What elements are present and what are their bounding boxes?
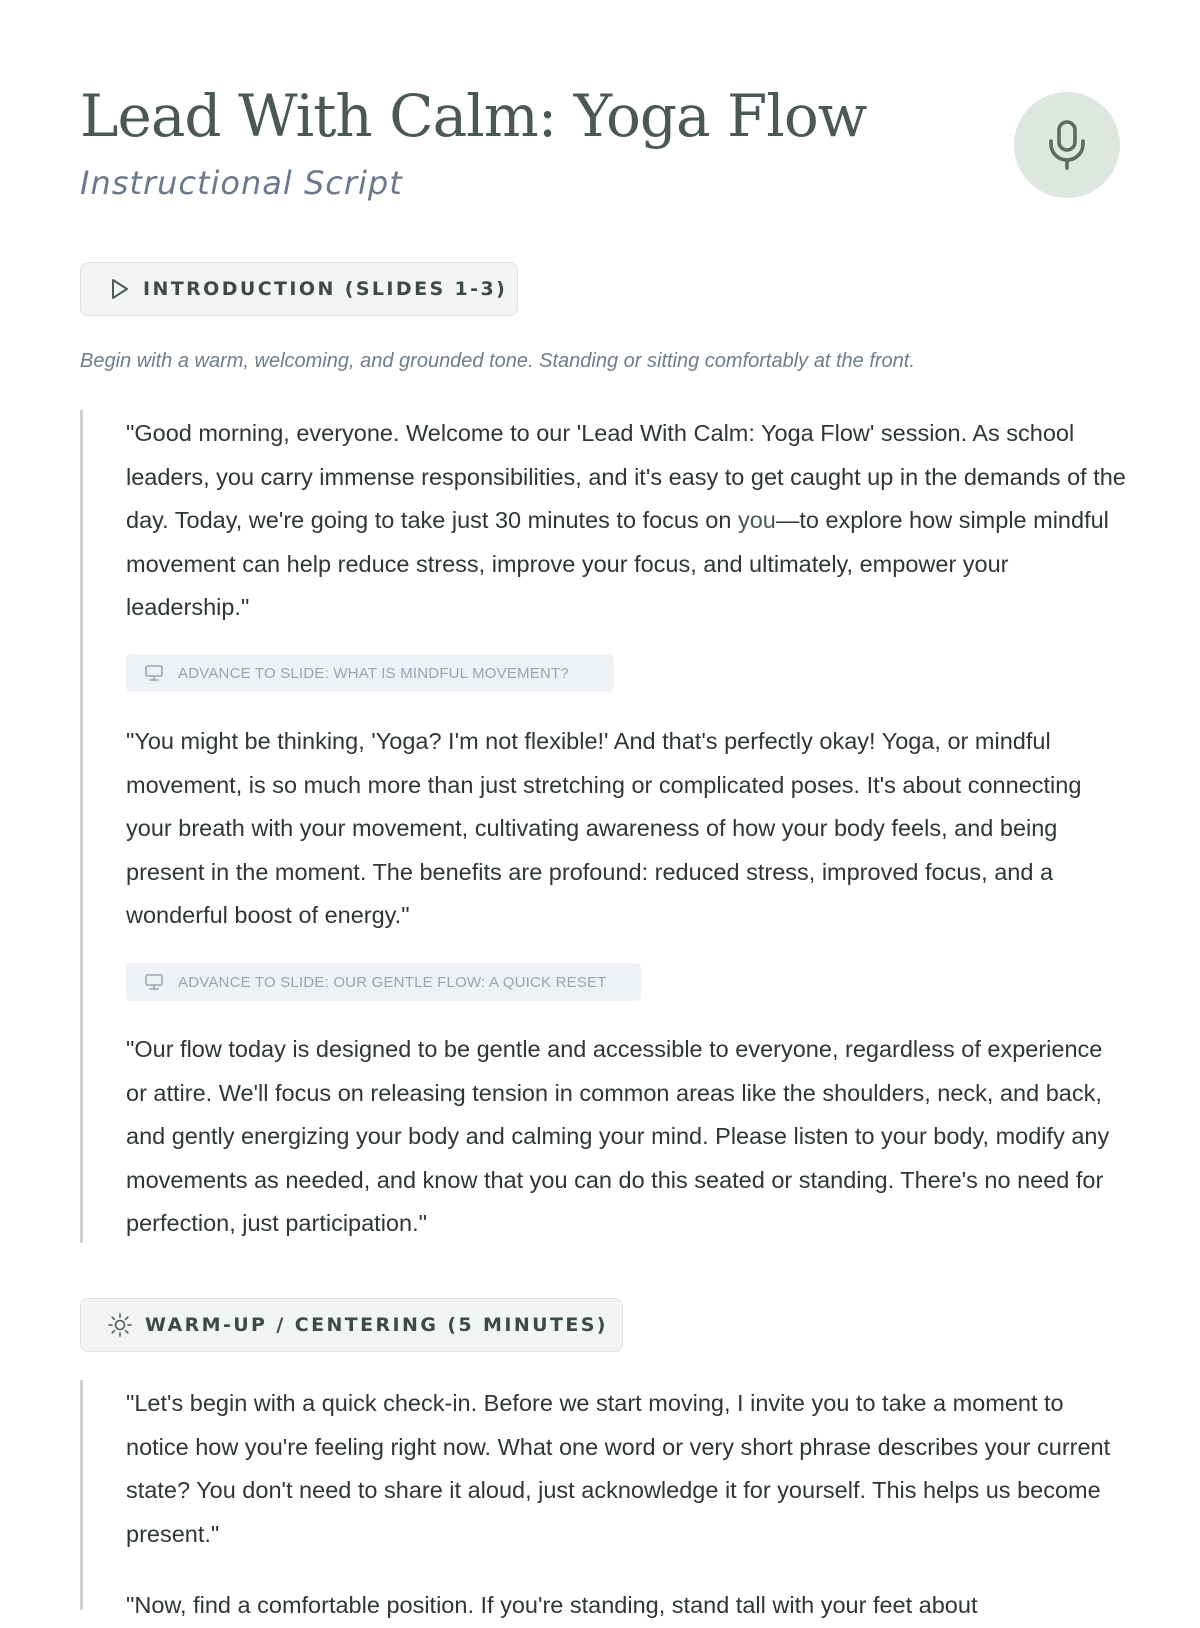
sun-icon — [107, 1311, 133, 1339]
microphone-icon — [1044, 119, 1090, 171]
script-paragraph: "Good morning, everyone. Welcome to our 'Lead With Calm: Yoga Flow' session. As school leaders, you carry immense responsibilities, and it's easy to get caught up in the demands of the day. Today, we're going to take just 30 minutes to focus on you—to explore how simple mindful movement can help reduce stress, improve your focus, and ultimately, empower your leadership." — [126, 420, 1126, 620]
page-subtitle: Instructional Script — [80, 164, 403, 202]
script-paragraph: "Our flow today is designed to be gentle and accessible to everyone, regardless of experience or attire. We'll focus on releasing tension in common areas like the shoulders, neck, and back, and gently energizing your body and calming your mind. Please listen to your body, modify any movements as needed, and know that you can do this seated or standing. There's no need for perfection, just participation." — [126, 1036, 1110, 1236]
section-label: WARM-UP / CENTERING (5 MINUTES) — [145, 1314, 608, 1336]
section-warm-up[interactable] — [80, 1298, 623, 1352]
script-paragraph: "You might be thinking, 'Yoga? I'm not flexible!' And that's perfectly okay! Yoga, or mindful movement, is so much more than just stretching or complicated poses. It's about connecting your breath with your movement, cultivating awareness of how your body feels, and being present in the moment. The benefits are profound: reduced stress, improved focus, and a wonderful boost of energy." — [126, 728, 1082, 928]
play-icon — [107, 275, 131, 303]
slide-cue-label: ADVANCE TO SLIDE: OUR GENTLE FLOW: A QUICK RESET — [178, 973, 607, 991]
emphasis-text: you — [737, 507, 776, 533]
script-paragraph: "Let's begin with a quick check-in. Before we start moving, I invite you to take a moment to notice how you're feeling right now. What one word or very short phrase describes your current state? You don't need to share it aloud, just acknowledge it for yourself. This helps us become present." — [126, 1390, 1111, 1547]
stage-direction: Begin with a warm, welcoming, and grounded tone. Standing or sitting comfortably at the front. — [80, 350, 915, 372]
slide-cue-label: ADVANCE TO SLIDE: WHAT IS MINDFUL MOVEMENT? — [178, 664, 569, 682]
slide-cue[interactable] — [126, 963, 641, 1001]
slide-cue[interactable] — [126, 654, 614, 692]
page-title: Lead With Calm: Yoga Flow — [80, 82, 867, 150]
monitor-icon — [144, 663, 164, 683]
script-block-warm-up — [80, 1380, 1120, 1618]
section-label: INTRODUCTION (SLIDES 1-3) — [143, 278, 508, 300]
microphone-button[interactable] — [1014, 92, 1120, 198]
section-introduction[interactable] — [80, 262, 518, 316]
script-paragraph: "Now, find a comfortable position. If you're standing, stand tall with your feet about — [126, 1592, 978, 1618]
monitor-icon — [144, 972, 164, 992]
script-block-introduction — [80, 410, 1126, 1243]
script-page — [80, 0, 1126, 1618]
